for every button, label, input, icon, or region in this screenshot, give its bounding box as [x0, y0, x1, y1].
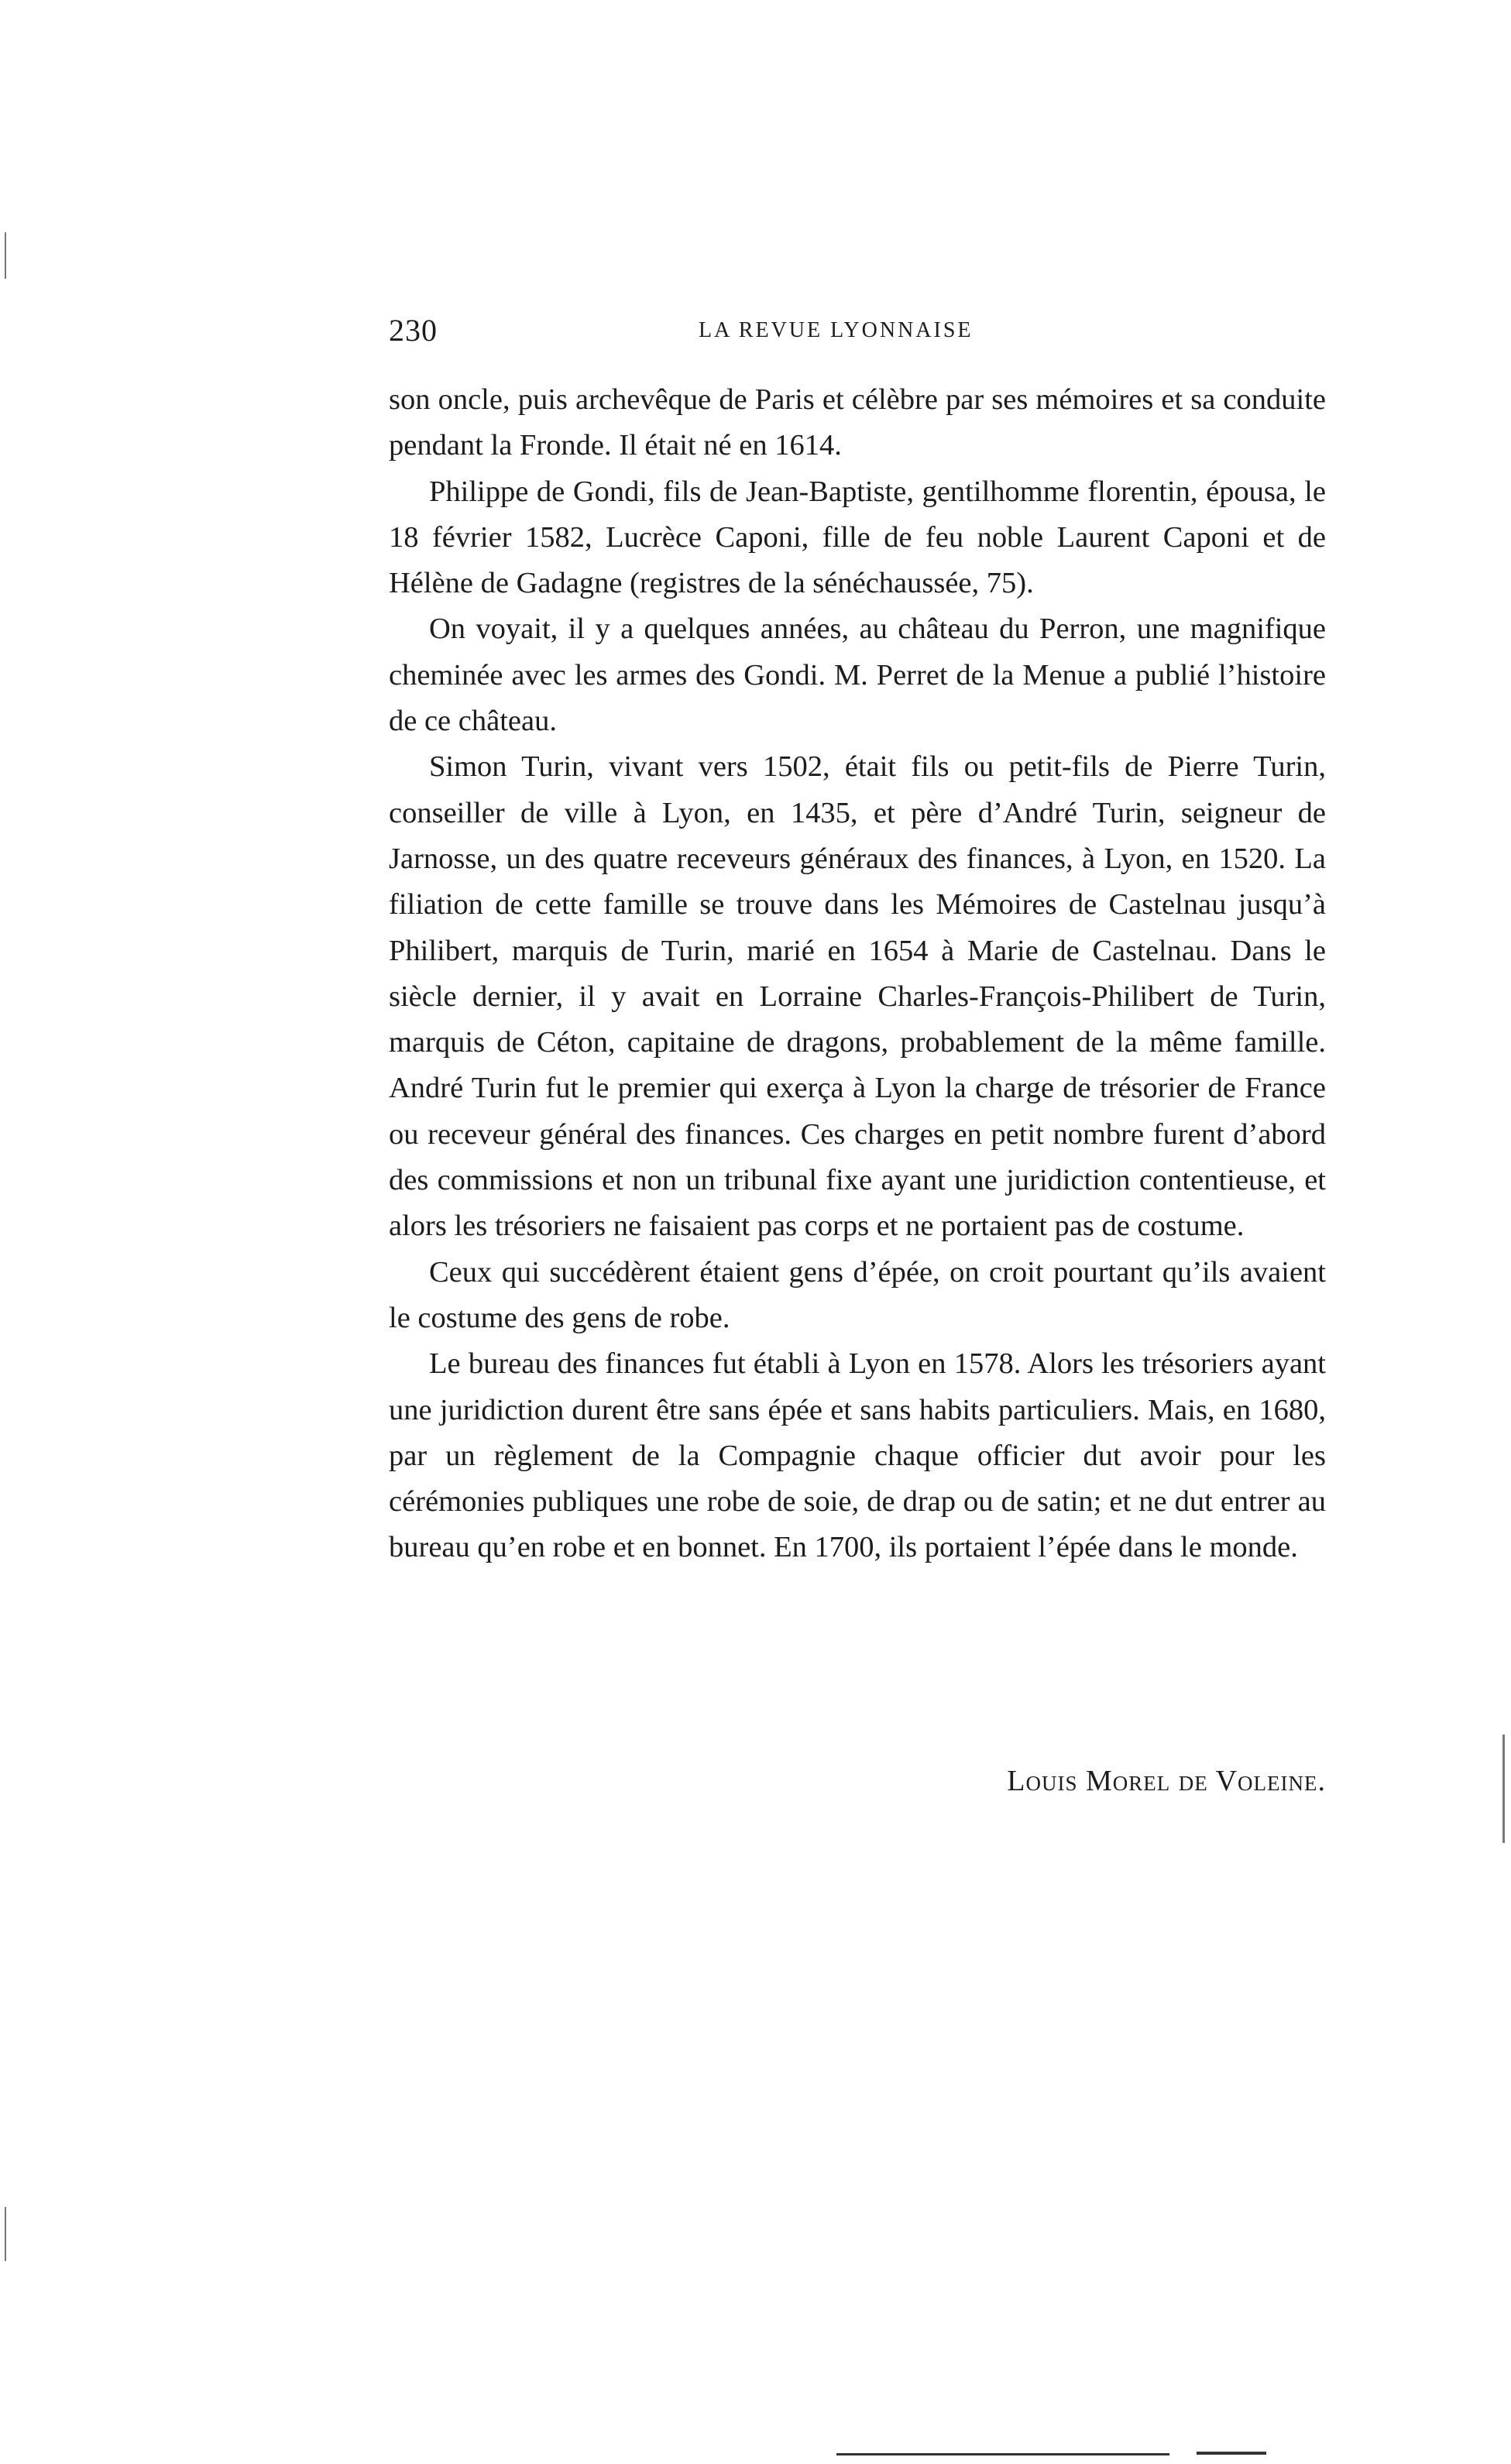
paragraph-gondi: Philippe de Gondi, fils de Jean-Baptiste, gentilhomme florentin, épousa, le 18 février 1582, Lucrèce Caponi, fille de feu noble Laurent Caponi et de Hélène de Gadagne (registres de la sénéchaussée, 75). [389, 475, 1326, 600]
scan-mark-left-2 [5, 2207, 6, 2261]
body-text [389, 377, 1326, 1571]
paragraph-perron: On voyait, il y a quelques années, au château du Perron, une magnifique cheminée avec les armes des Gondi. M. Perret de la Menue a publié l’histoire de ce château. [389, 613, 1326, 738]
journal-title: LA REVUE LYONNAISE [699, 318, 974, 342]
paragraph-turin: Simon Turin, vivant vers 1502, était fils ou petit-fils de Pierre Turin, conseiller de ville à Lyon, en 1435, et père d’André Turin, seigneur de Jarnosse, un des quatre receveurs généraux des finances, à Lyon, en 1520. La filiation de cette famille se trouve dans les Mémoires de Castelnau jusqu’à Philibert, marquis de Turin, marié en 1654 à Marie de Castelnau. Dans le siècle dernier, il y avait en Lorraine Charles-François-Philibert de Turin, marquis de Céton, capitaine de dragons, probablement de la même famille. André Turin fut le premier qui exerça à Lyon la charge de trésorier de France ou receveur général des finances. Ces charges en petit nombre furent d’abord des commissions et non un tribunal fixe ayant une juridiction contentieuse, et alors les trésoriers ne faisaient pas corps et ne portaient pas de costume. [389, 750, 1326, 1243]
paragraph-bureau: Le bureau des finances fut établi à Lyon en 1578. Alors les trésoriers ayant une juridiction durent être sans épée et sans habits particuliers. Mais, en 1680, par un règlement de la Compagnie chaque officier dut avoir pour les cérémonies publiques une robe de soie, de drap ou de satin; et ne dut entrer au bureau qu’en robe et en bonnet. En 1700, ils portaient l’épée dans le monde. [389, 1347, 1326, 1564]
author-signature: Louis Morel de Voleine. [1007, 1765, 1326, 1797]
paragraph-successors: Ceux qui succédèrent étaient gens d’épée, on croit pourtant qu’ils avaient le costume des gens de robe. [389, 1255, 1326, 1334]
bottom-rule [836, 2453, 1169, 2455]
scan-mark-right [1502, 1735, 1505, 1843]
page-number: 230 [389, 313, 438, 348]
running-head [389, 312, 1326, 359]
bottom-rule-short [1197, 2452, 1266, 2455]
scan-mark-left-1 [5, 232, 6, 279]
paragraph-continuation: son oncle, puis archevêque de Paris et célèbre par ses mémoires et sa conduite pendant la Fronde. Il était né en 1614. [389, 383, 1326, 462]
